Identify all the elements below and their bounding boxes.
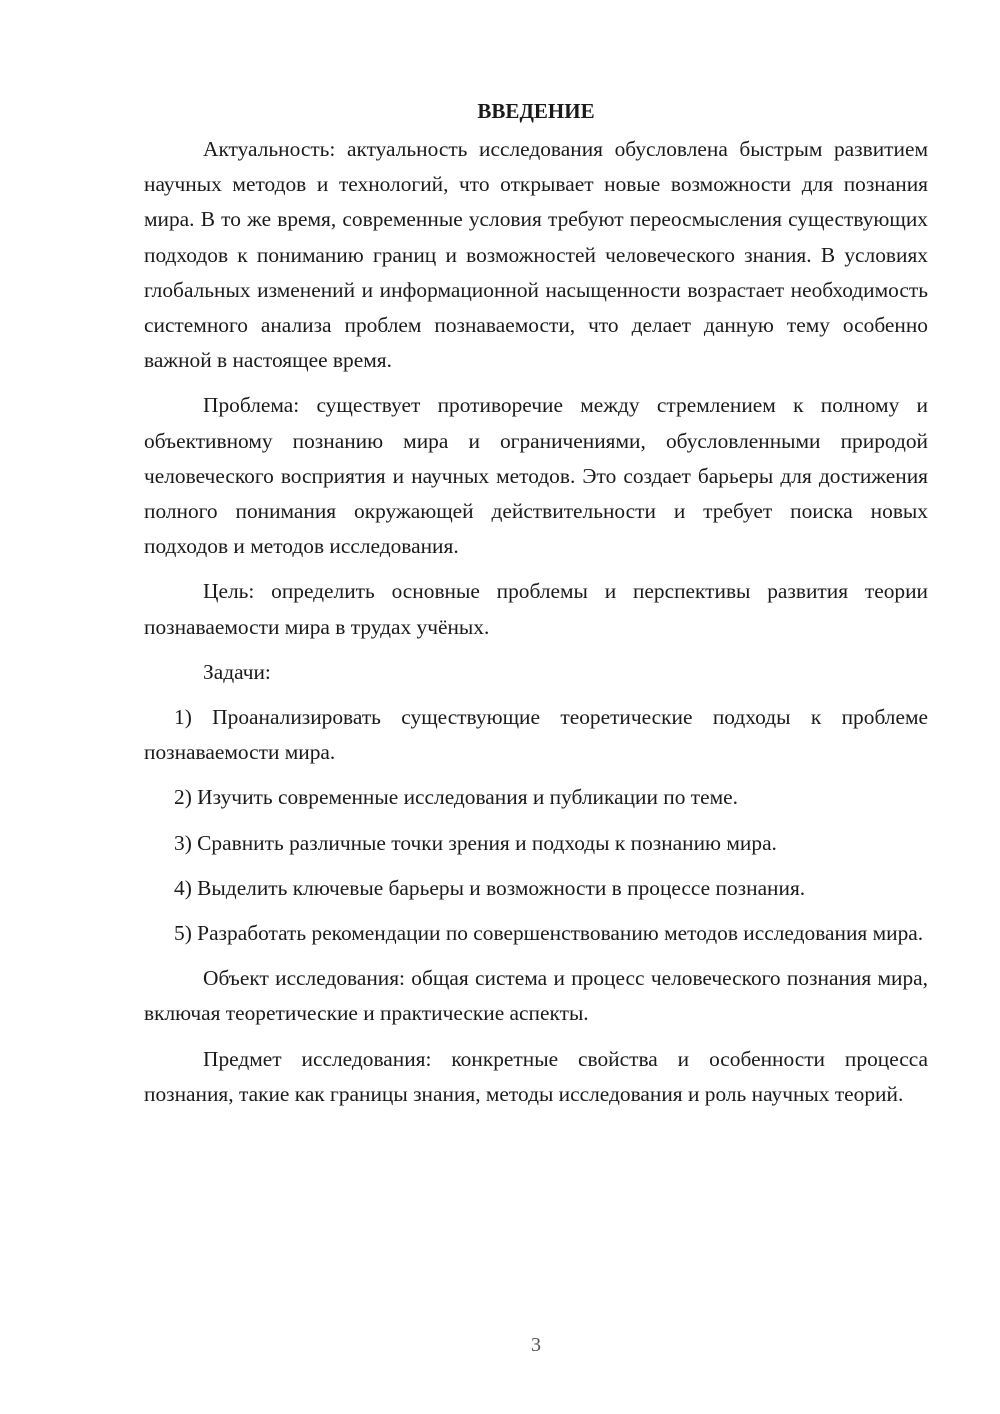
paragraph-relevance: Актуальность: актуальность исследования обусловлена быстрым развитием научных методов и технологий, что открывает новые возможности для познания мира. В то же время, современные условия требуют переосмысления существующих подходов к пониманию границ и возможностей человеческого знания. В условиях глобальных изменений и информационной насыщенности возрастает необходимость системного анализа проблем познаваемости, что делает данную тему особенно важной в настоящее время. xyxy=(144,137,928,373)
paragraph-goal: Цель: определить основные проблемы и перспективы развития теории познаваемости мира в трудах учёных. xyxy=(144,579,928,639)
task-item-5: 5) Разработать рекомендации по совершенствованию методов исследования мира. xyxy=(174,921,924,946)
task-item-3: 3) Сравнить различные точки зрения и подходы к познанию мира. xyxy=(174,830,777,855)
tasks-label: Задачи: xyxy=(203,659,271,684)
task-item-1: 1) Проанализировать существующие теоретические подходы к проблеме познаваемости мира. xyxy=(144,705,928,765)
document-body xyxy=(144,96,928,1122)
task-item-2: 2) Изучить современные исследования и публикации по теме. xyxy=(174,785,738,810)
paragraph-subject: Предмет исследования: конкретные свойства и особенности процесса познания, такие как границы знания, методы исследования и роль научных теорий. xyxy=(144,1046,928,1106)
task-item-4: 4) Выделить ключевые барьеры и возможности в процессе познания. xyxy=(174,875,806,900)
section-heading: ВВЕДЕНИЕ xyxy=(477,99,595,123)
paragraph-problem: Проблема: существует противоречие между стремлением к полному и объективному познанию мира и ограничениями, обусловленными природой человеческого восприятия и научных методов. Это создает барьеры для достижения полного понимания окружающей действительности и требует поиска новых подходов и методов исследования. xyxy=(144,393,928,559)
paragraph-object: Объект исследования: общая система и процесс человеческого познания мира, включая теоретические и практические аспекты. xyxy=(144,966,928,1026)
page-number: 3 xyxy=(531,1334,541,1356)
